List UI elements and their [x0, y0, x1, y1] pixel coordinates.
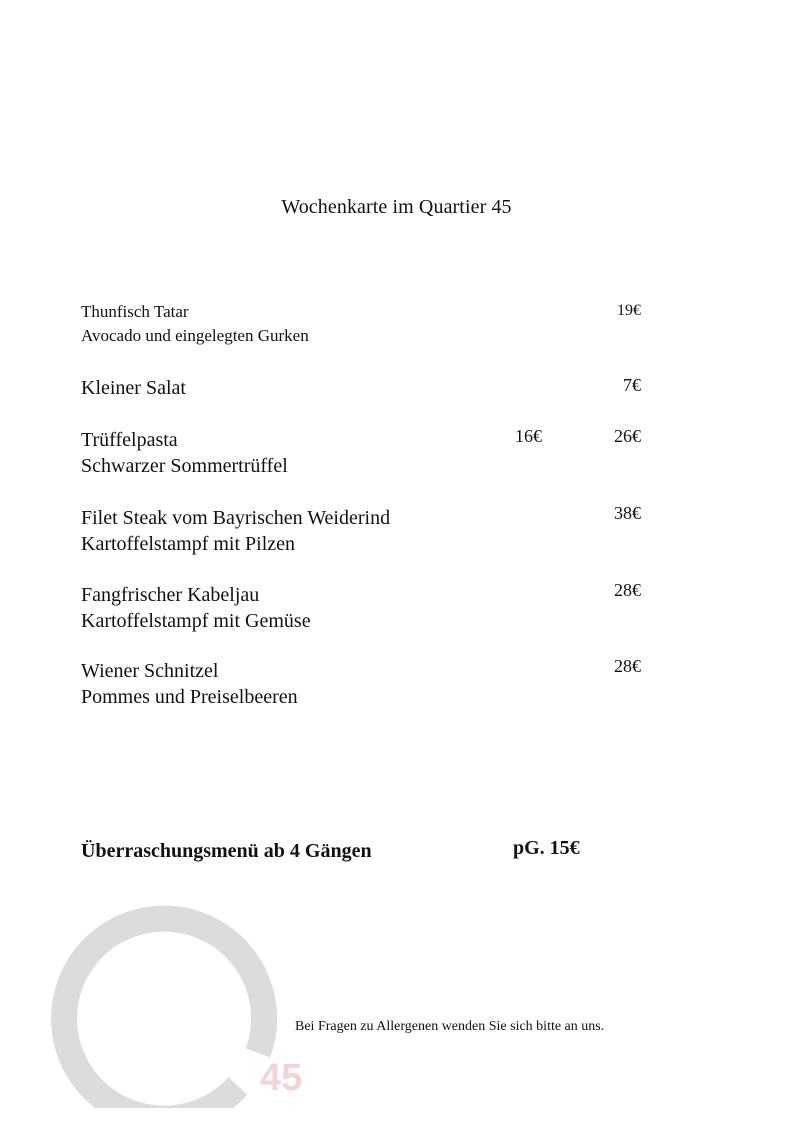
- menu-item-description: Avocado und eingelegten Gurken: [81, 326, 309, 345]
- quartier-45-logo: [38, 868, 318, 1108]
- logo-number: 45: [260, 1057, 303, 1099]
- menu-item-filet-steak: [81, 505, 651, 557]
- special-menu-price: pG. 15€: [513, 837, 580, 859]
- menu-item-description: Pommes und Preiselbeeren: [81, 686, 298, 708]
- menu-item-name: Fangfrischer Kabeljau: [81, 584, 260, 606]
- logo-ring: [64, 919, 264, 1108]
- menu-item-name: Filet Steak vom Bayrischen Weiderind: [81, 507, 391, 529]
- special-menu-name: Überraschungsmenü ab 4 Gängen: [81, 840, 372, 862]
- menu-item-kleiner-salat: [81, 375, 651, 401]
- menu-item-price: 26€: [614, 426, 641, 446]
- menu-item-description: Kartoffelstampf mit Gemüse: [81, 610, 311, 632]
- menu-item-name: Thunfisch Tatar: [81, 302, 189, 321]
- menu-item-name: Trüffelpasta: [81, 429, 178, 451]
- menu-item-description: Schwarzer Sommertrüffel: [81, 455, 288, 477]
- menu-item-price: 19€: [617, 302, 641, 319]
- menu-item-description: Kartoffelstampf mit Pilzen: [81, 533, 296, 555]
- menu-item-wiener-schnitzel: [81, 658, 651, 710]
- allergy-note: Bei Fragen zu Allergenen wenden Sie sich bitte an uns.: [295, 1019, 605, 1034]
- menu-item-name: Wiener Schnitzel: [81, 660, 219, 682]
- menu-item-price: 7€: [623, 375, 641, 395]
- menu-item-price: 28€: [614, 656, 641, 676]
- menu-item-name: Kleiner Salat: [81, 377, 186, 399]
- menu-item-half-price: 16€: [515, 426, 542, 446]
- menu-title: Wochenkarte im Quartier 45: [281, 196, 512, 218]
- menu-item-price: 28€: [614, 580, 641, 600]
- menu-item-thunfisch-tatar: [81, 300, 651, 348]
- menu-item-trueffelpasta: [81, 427, 651, 479]
- menu-item-price: 38€: [614, 503, 641, 523]
- menu-item-kabeljau: [81, 582, 651, 634]
